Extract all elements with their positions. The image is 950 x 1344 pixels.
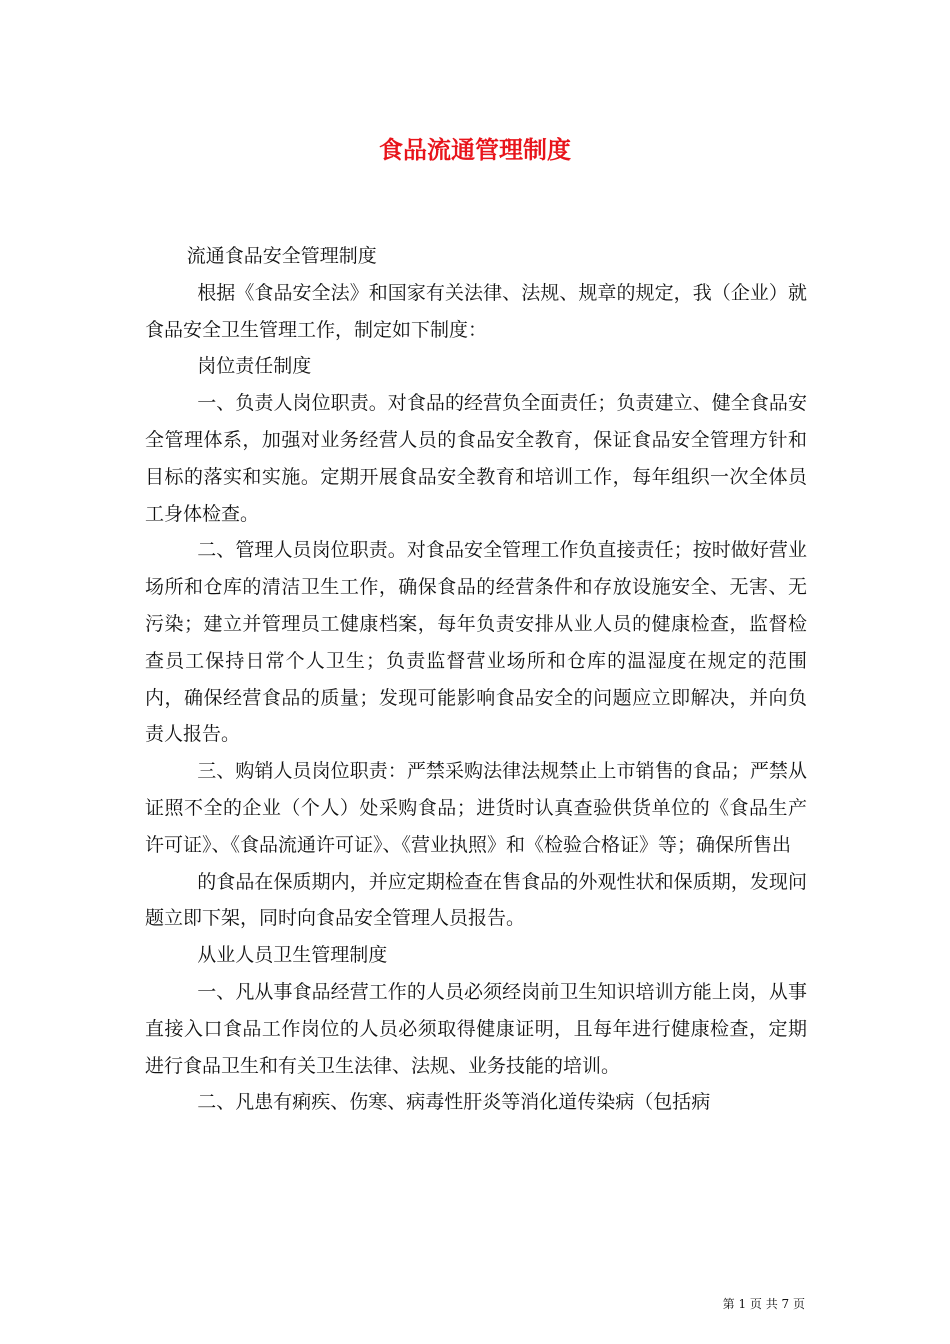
page-footer: 第 1 页 共 7 页 (722, 1297, 805, 1311)
section-heading: 从业人员卫生管理制度 (197, 944, 388, 967)
paragraph: 三、购销人员岗位职责：严禁采购法律法规禁止上市销售的食品；严禁从证照不全的企业（个人）处采购食品；进货时认真查验供货单位的《食品生产许可证》、《食品流通许可证》、《营业执照》和《检验合格证》等；确保所售出 (145, 760, 807, 856)
paragraph: 二、管理人员岗位职责。对食品安全管理工作负直接责任；按时做好营业场所和仓库的清洁卫生工作，确保食品的经营条件和存放设施安全、无害、无污染；建立并管理员工健康档案，每年负责安排从业人员的健康检查，监督检查员工保持日常个人卫生；负责监督营业场所和仓库的温湿度在规定的范围内，确保经营食品的质量；发现可能影响食品安全的问题应立即解决，并向负责人报告。 (145, 539, 807, 746)
paragraph: 的食品在保质期内，并应定期检查在售食品的外观性状和保质期，发现问题立即下架，同时向食品安全管理人员报告。 (145, 870, 807, 930)
paragraph: 根据《食品安全法》和国家有关法律、法规、规章的规定，我（企业）就食品安全卫生管理工作，制定如下制度： (145, 281, 807, 341)
paragraph: 二、凡患有痢疾、伤寒、病毒性肝炎等消化道传染病（包括病 (197, 1091, 711, 1114)
document-title: 食品流通管理制度 (379, 135, 571, 164)
paragraph: 一、负责人岗位职责。对食品的经营负全面责任；负责建立、健全食品安全管理体系，加强对业务经营人员的食品安全教育，保证食品安全管理方针和目标的落实和实施。定期开展食品安全教育和培训工作，每年组织一次全体员工身体检查。 (145, 392, 807, 525)
document-body (145, 238, 807, 1121)
paragraph: 一、凡从事食品经营工作的人员必须经岗前卫生知识培训方能上岗，从事直接入口食品工作岗位的人员必须取得健康证明，且每年进行健康检查，定期进行食品卫生和有关卫生法律、法规、业务技能的培训。 (145, 980, 807, 1077)
section-heading: 流通食品安全管理制度 (186, 245, 377, 267)
section-heading: 岗位责任制度 (197, 355, 312, 378)
